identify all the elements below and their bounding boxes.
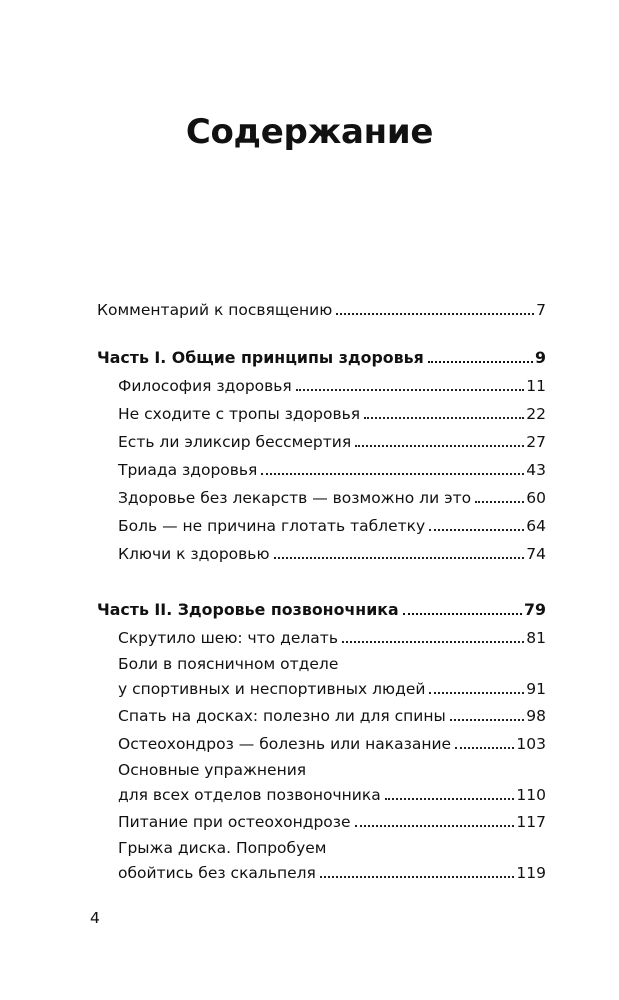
dot-leader [364,417,524,419]
toc-entry-label: Боль — не причина глотать таблетку [118,517,426,535]
toc-entry-label-line2: у спортивных и неспортивных людей [118,680,426,698]
toc-entry-page: 64 [526,517,546,535]
toc-entry-label-line1: Основные упражнения [118,761,307,779]
toc-entry-page: 117 [516,813,546,831]
toc-entry-label: Ключи к здоровью [118,545,270,563]
dot-leader [429,529,524,531]
toc-entry-label-line2: для всех отделов позвоночника [118,786,381,804]
toc-entry-label: Не сходите с тропы здоровья [118,405,361,423]
toc-entry-label-line1: Грыжа диска. Попробуем [118,839,327,857]
dot-leader [296,389,525,391]
toc-entry-nutrition[interactable] [97,808,546,836]
toc-entry[interactable] [97,540,546,568]
dot-leader [455,747,514,749]
toc-part-2[interactable] [97,596,546,624]
toc-entry-osteo[interactable] [97,730,546,758]
toc-entry-label: Философия здоровья [118,377,292,395]
toc-entry[interactable] [97,456,546,484]
toc-part-1[interactable] [97,344,546,372]
toc-entry[interactable] [97,372,546,400]
toc-entry-page: 43 [526,461,546,479]
toc-part-label: Часть II. Здоровье позвоночника [97,600,399,619]
dot-leader [355,445,524,447]
toc-entry[interactable] [97,512,546,540]
toc-entry-page: 91 [526,680,546,698]
toc-entry-boards[interactable] [97,702,546,730]
toc-entry-label: Питание при остеохондрозе [118,813,351,831]
toc-entry-page: 119 [516,864,546,882]
toc-part-page: 9 [535,348,546,367]
dot-leader [475,501,524,503]
toc-entry-label: Скрутило шею: что делать [118,629,338,647]
toc-entry[interactable] [97,484,546,512]
dot-leader [320,876,515,878]
toc-part-label: Часть I. Общие принципы здоровья [97,348,424,367]
dot-leader [274,557,525,559]
dot-leader [355,825,515,827]
toc-entry-label: Спать на досках: полезно ли для спины [118,707,446,725]
dot-leader [450,719,525,721]
toc-entry-label-line2: обойтись без скальпеля [118,864,316,882]
dot-leader [403,613,522,615]
toc-entry-label: Здоровье без лекарств — возможно ли это [118,489,472,507]
table-of-contents [97,296,546,886]
toc-entry-page: 81 [526,629,546,647]
dot-leader [261,473,524,475]
toc-entry-page: 11 [526,377,546,395]
dot-leader [342,641,524,643]
toc-entry-page: 7 [536,301,546,319]
page-title: Содержание [185,112,434,152]
toc-entry-label-line1: Боли в поясничном отделе [118,655,339,673]
dot-leader [428,361,533,363]
toc-entry-lumbar[interactable] [97,652,546,702]
toc-entry-neck[interactable] [97,624,546,652]
toc-entry-page: 27 [526,433,546,451]
toc-entry-page: 60 [526,489,546,507]
toc-entry-page: 98 [526,707,546,725]
toc-entry-hernia[interactable] [97,836,546,886]
page-number: 4 [90,909,100,927]
dot-leader [429,692,524,694]
toc-entry-page: 110 [516,786,546,804]
toc-entry-label: Комментарий к посвящению [97,301,333,319]
toc-entry-label: Остеохондроз — болезнь или наказание [118,735,452,753]
toc-entry[interactable] [97,400,546,428]
toc-entry-intro[interactable] [97,296,546,324]
toc-entry-page: 74 [526,545,546,563]
toc-entry-label: Есть ли эликсир бессмертия [118,433,352,451]
toc-entry[interactable] [97,428,546,456]
toc-entry-label: Триада здоровья [118,461,258,479]
toc-entry-page: 22 [526,405,546,423]
toc-part-page: 79 [524,600,546,619]
dot-leader [385,798,515,800]
toc-entry-exercises[interactable] [97,758,546,808]
toc-entry-page: 103 [516,735,546,753]
dot-leader [336,313,534,315]
